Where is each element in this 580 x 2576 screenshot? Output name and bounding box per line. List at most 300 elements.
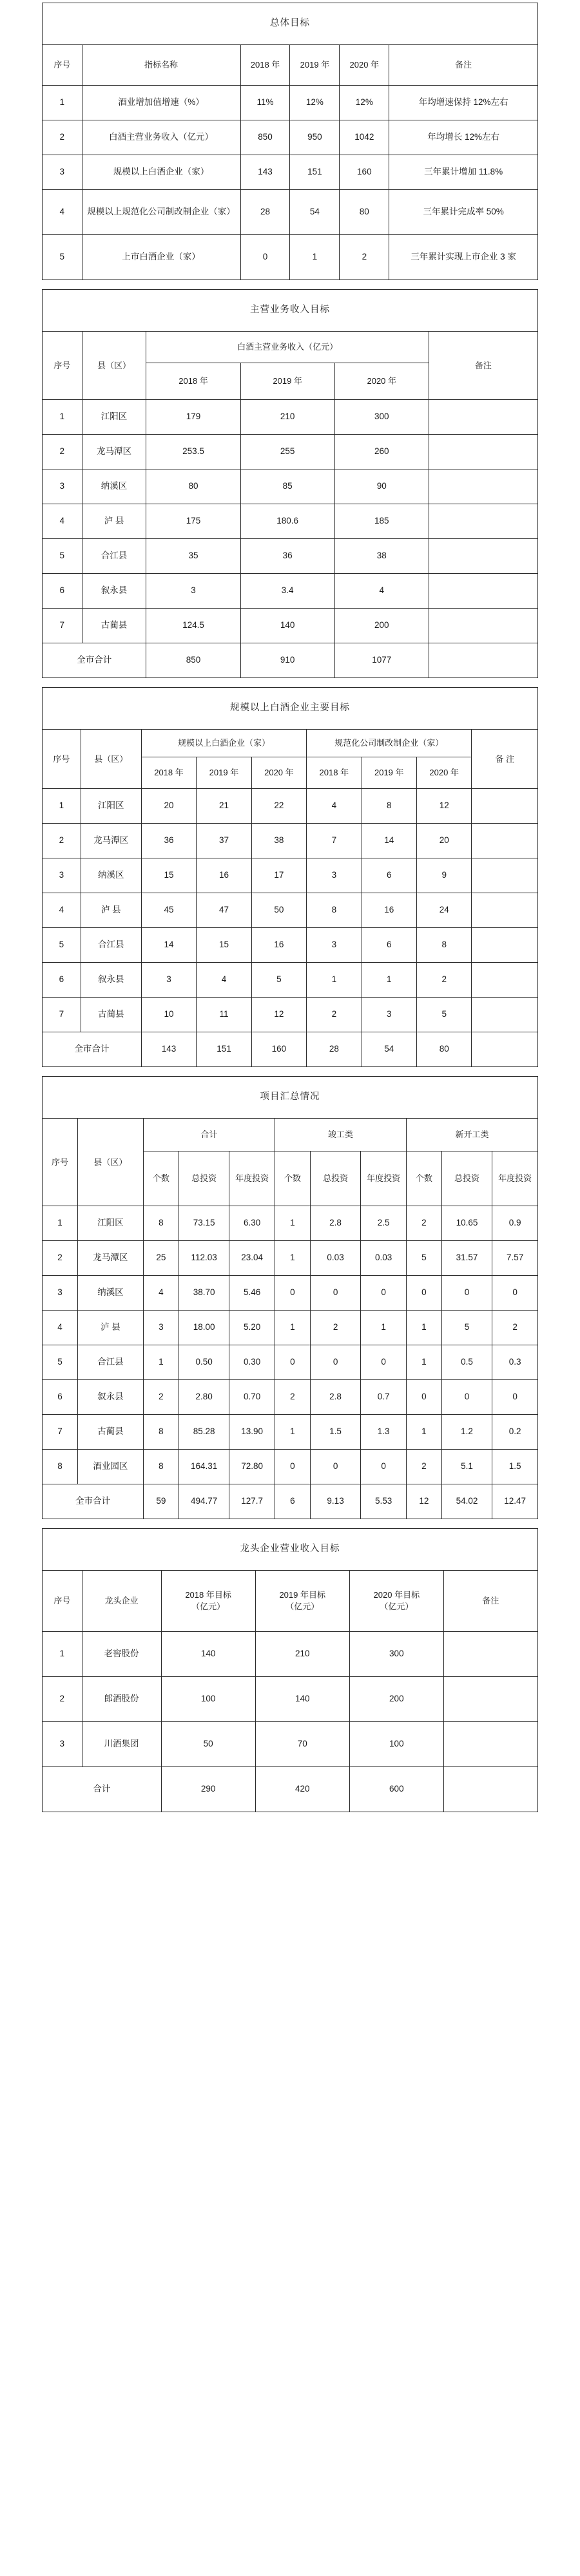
col-header-2020-line1: 2020 年目标: [373, 1590, 420, 1600]
cell-2020: 200: [334, 609, 429, 643]
table-row: [43, 1380, 538, 1415]
cell-county: 合江县: [82, 539, 146, 574]
table-overall-goals-wrapper: [42, 3, 538, 280]
cell-total-investment: 85.28: [179, 1415, 229, 1450]
cell-remark: [472, 963, 538, 998]
cell-scale-2018: 14: [141, 928, 196, 963]
cell-seq: 2: [43, 120, 82, 155]
table-row: [43, 1241, 538, 1276]
table-row: [43, 1345, 538, 1380]
cell-remark: 三年累计实现上市企业 3 家: [389, 235, 538, 280]
cell-2018: 143: [240, 155, 290, 190]
cell-total-investment: 164.31: [179, 1450, 229, 1484]
cell-county: 泸 县: [77, 1311, 143, 1345]
cell-2018: 3: [146, 574, 240, 609]
cell-completed-count: 1: [275, 1311, 310, 1345]
cell-2020: 185: [334, 504, 429, 539]
table-row: [43, 858, 538, 893]
col-header-seq: 序号: [43, 332, 82, 400]
cell-2019: 180.6: [240, 504, 334, 539]
cell-completed-investment: 0: [310, 1345, 360, 1380]
table-row: [43, 1722, 538, 1767]
table-gap: [0, 1067, 580, 1076]
cell-seq: 5: [43, 1345, 78, 1380]
table-row: [43, 539, 538, 574]
table-total-row: [43, 1484, 538, 1519]
cell-2020: 38: [334, 539, 429, 574]
cell-seq: 7: [43, 1415, 78, 1450]
table-project-summary: [42, 1076, 538, 1519]
col-header-county: 县（区）: [82, 332, 146, 400]
cell-county: 纳溪区: [81, 858, 141, 893]
cell-remark: [472, 893, 538, 928]
cell-newstart-annual: 0.2: [492, 1415, 538, 1450]
col-header-2019-line1: 2019 年目标: [279, 1590, 325, 1600]
cell-2020: 2: [340, 235, 389, 280]
table-row: [43, 469, 538, 504]
cell-completed-count: 0: [275, 1345, 310, 1380]
cell-reform-2019: 6: [362, 928, 416, 963]
cell-scale-2018: 20: [141, 789, 196, 824]
cell-total-label: 全市合计: [43, 1032, 142, 1067]
cell-county: 泸 县: [81, 893, 141, 928]
cell-county: 龙马潭区: [77, 1241, 143, 1276]
cell-remark: [429, 504, 537, 539]
cell-total-total-annual: 127.7: [229, 1484, 275, 1519]
cell-2020: 12%: [340, 86, 389, 120]
cell-total-completed-annual: 5.53: [361, 1484, 407, 1519]
cell-county: 龙马潭区: [82, 435, 146, 469]
cell-total-scale-2018: 143: [141, 1032, 196, 1067]
cell-completed-annual: 0.03: [361, 1241, 407, 1276]
cell-newstart-annual: 0: [492, 1380, 538, 1415]
cell-reform-2018: 3: [307, 858, 362, 893]
cell-2020: 1042: [340, 120, 389, 155]
cell-newstart-count: 1: [406, 1311, 441, 1345]
cell-scale-2019: 4: [197, 963, 251, 998]
table-gap: [0, 1519, 580, 1528]
table-row: [43, 1206, 538, 1241]
col-header-scale-2020: 2020 年: [251, 757, 306, 789]
cell-seq: 1: [43, 86, 82, 120]
cell-completed-count: 1: [275, 1206, 310, 1241]
cell-county: 叙永县: [77, 1380, 143, 1415]
col-header-county: 县（区）: [77, 1119, 143, 1206]
cell-county: 酒业园区: [77, 1450, 143, 1484]
cell-2018: 100: [161, 1677, 255, 1722]
cell-seq: 5: [43, 235, 82, 280]
cell-total-2018: 850: [146, 643, 240, 678]
table-row: [43, 963, 538, 998]
table-title: 规模以上白酒企业主要目标: [43, 688, 538, 730]
table-row: [43, 504, 538, 539]
table-row: [43, 998, 538, 1032]
cell-total-2018: 290: [161, 1767, 255, 1812]
cell-reform-2020: 24: [416, 893, 471, 928]
cell-county: 叙永县: [82, 574, 146, 609]
col-header-seq: 序号: [43, 1119, 78, 1206]
table-row: [43, 1415, 538, 1450]
cell-remark: [472, 858, 538, 893]
cell-county: 合江县: [81, 928, 141, 963]
table-row: [43, 609, 538, 643]
cell-county: 古蔺县: [82, 609, 146, 643]
cell-total-newstart-investment: 54.02: [441, 1484, 492, 1519]
cell-total-annual: 5.20: [229, 1311, 275, 1345]
cell-2018: 175: [146, 504, 240, 539]
cell-total-label: 全市合计: [43, 643, 146, 678]
col-header-remark: 备注: [443, 1571, 537, 1632]
cell-county: 古蔺县: [77, 1415, 143, 1450]
cell-reform-2019: 1: [362, 963, 416, 998]
col-header-remark: 备 注: [472, 730, 538, 789]
col-header-2020-line2: （亿元）: [380, 1602, 414, 1611]
cell-total-remark: [472, 1032, 538, 1067]
table-header-row-group: [43, 332, 538, 363]
table-header-row-group: [43, 730, 538, 757]
col-header-enterprise: 龙头企业: [82, 1571, 161, 1632]
cell-newstart-investment: 31.57: [441, 1241, 492, 1276]
cell-scale-2019: 16: [197, 858, 251, 893]
cell-seq: 2: [43, 1241, 78, 1276]
col-header-seq: 序号: [43, 730, 81, 789]
cell-2018: 0: [240, 235, 290, 280]
cell-total-2019: 420: [255, 1767, 349, 1812]
cell-enterprise: 老窖股份: [82, 1632, 161, 1677]
cell-seq: 6: [43, 574, 82, 609]
cell-seq: 3: [43, 469, 82, 504]
col-header-county: 县（区）: [81, 730, 141, 789]
table-title-row: [43, 290, 538, 332]
cell-completed-investment: 0: [310, 1276, 360, 1311]
col-group-header-above-scale: 规模以上白酒企业（家）: [141, 730, 306, 757]
cell-reform-2019: 16: [362, 893, 416, 928]
table-title-row: [43, 1529, 538, 1571]
col-header-scale-2019: 2019 年: [197, 757, 251, 789]
table-row: [43, 235, 538, 280]
table-main-revenue-goals: [42, 289, 538, 678]
cell-indicator: 白酒主营业务收入（亿元）: [82, 120, 240, 155]
cell-seq: 6: [43, 963, 81, 998]
cell-scale-2020: 16: [251, 928, 306, 963]
table-row: [43, 435, 538, 469]
cell-2019: 210: [255, 1632, 349, 1677]
cell-total-count: 8: [143, 1415, 179, 1450]
col-header-seq: 序号: [43, 45, 82, 86]
cell-2019: 54: [290, 190, 340, 235]
cell-remark: 三年累计增加 11.8%: [389, 155, 538, 190]
cell-completed-investment: 2: [310, 1311, 360, 1345]
cell-2018: 179: [146, 400, 240, 435]
cell-county: 江阳区: [81, 789, 141, 824]
table-project-summary-wrapper: [42, 1076, 538, 1519]
cell-total-reform-2019: 54: [362, 1032, 416, 1067]
col-header-2018-line2: （亿元）: [191, 1602, 226, 1611]
table-title-row: [43, 3, 538, 45]
cell-county: 泸 县: [82, 504, 146, 539]
cell-reform-2018: 1: [307, 963, 362, 998]
cell-remark: [429, 469, 537, 504]
cell-reform-2020: 9: [416, 858, 471, 893]
cell-completed-annual: 0: [361, 1345, 407, 1380]
cell-2020: 80: [340, 190, 389, 235]
cell-completed-count: 2: [275, 1380, 310, 1415]
col-header-total-investment: 总投资: [179, 1151, 229, 1206]
table-row: [43, 1276, 538, 1311]
cell-completed-annual: 1: [361, 1311, 407, 1345]
table-row: [43, 86, 538, 120]
cell-newstart-investment: 0: [441, 1380, 492, 1415]
cell-reform-2020: 5: [416, 998, 471, 1032]
cell-remark: [443, 1677, 537, 1722]
cell-newstart-count: 5: [406, 1241, 441, 1276]
cell-total-annual: 6.30: [229, 1206, 275, 1241]
cell-remark: [429, 539, 537, 574]
cell-2018: 80: [146, 469, 240, 504]
cell-completed-investment: 0.03: [310, 1241, 360, 1276]
cell-reform-2018: 8: [307, 893, 362, 928]
col-header-total-count: 个数: [143, 1151, 179, 1206]
cell-2019: 12%: [290, 86, 340, 120]
cell-county: 叙永县: [81, 963, 141, 998]
cell-2018: 35: [146, 539, 240, 574]
cell-total-label: 全市合计: [43, 1484, 144, 1519]
cell-total-scale-2020: 160: [251, 1032, 306, 1067]
cell-reform-2018: 3: [307, 928, 362, 963]
table-row: [43, 574, 538, 609]
cell-seq: 1: [43, 400, 82, 435]
cell-total-remark: [443, 1767, 537, 1812]
table-row: [43, 789, 538, 824]
cell-2018: 11%: [240, 86, 290, 120]
table-leading-enterprise-wrapper: [42, 1528, 538, 1812]
cell-total-reform-2020: 80: [416, 1032, 471, 1067]
col-group-header-reformed: 规范化公司制改制企业（家）: [307, 730, 472, 757]
cell-newstart-count: 1: [406, 1415, 441, 1450]
cell-completed-annual: 0: [361, 1450, 407, 1484]
cell-total-count: 2: [143, 1380, 179, 1415]
cell-2018: 850: [240, 120, 290, 155]
cell-remark: [429, 609, 537, 643]
table-total-row: [43, 1032, 538, 1067]
col-header-2020-target: [349, 1571, 443, 1632]
cell-2019: 255: [240, 435, 334, 469]
cell-completed-count: 1: [275, 1415, 310, 1450]
cell-scale-2020: 50: [251, 893, 306, 928]
col-group-header-revenue: 白酒主营业务收入（亿元）: [146, 332, 429, 363]
cell-total-remark: [429, 643, 537, 678]
cell-remark: [472, 789, 538, 824]
cell-county: 合江县: [77, 1345, 143, 1380]
cell-scale-2018: 36: [141, 824, 196, 858]
cell-total-2020: 1077: [334, 643, 429, 678]
cell-scale-2020: 22: [251, 789, 306, 824]
col-group-header-completed: 竣工类: [275, 1119, 406, 1151]
cell-county: 纳溪区: [77, 1276, 143, 1311]
table-total-row: [43, 1767, 538, 1812]
cell-reform-2020: 12: [416, 789, 471, 824]
cell-seq: 4: [43, 1311, 78, 1345]
cell-seq: 7: [43, 609, 82, 643]
cell-total-count: 8: [143, 1450, 179, 1484]
cell-total-reform-2018: 28: [307, 1032, 362, 1067]
cell-seq: 8: [43, 1450, 78, 1484]
table-title: 总体目标: [43, 3, 538, 45]
cell-scale-2019: 21: [197, 789, 251, 824]
cell-scale-2020: 38: [251, 824, 306, 858]
cell-2020: 200: [349, 1677, 443, 1722]
cell-newstart-count: 0: [406, 1276, 441, 1311]
cell-2019: 70: [255, 1722, 349, 1767]
col-header-2019: 2019 年: [290, 45, 340, 86]
cell-total-count: 1: [143, 1345, 179, 1380]
cell-newstart-annual: 2: [492, 1311, 538, 1345]
cell-newstart-annual: 7.57: [492, 1241, 538, 1276]
cell-total-count: 25: [143, 1241, 179, 1276]
cell-completed-investment: 2.8: [310, 1206, 360, 1241]
col-header-reform-2020: 2020 年: [416, 757, 471, 789]
col-header-2020: 2020 年: [340, 45, 389, 86]
table-gap: [0, 678, 580, 687]
cell-newstart-annual: 0.9: [492, 1206, 538, 1241]
cell-total-count: 4: [143, 1276, 179, 1311]
col-header-2018: 2018 年: [146, 363, 240, 400]
cell-completed-annual: 2.5: [361, 1206, 407, 1241]
cell-remark: [472, 824, 538, 858]
cell-total-annual: 0.30: [229, 1345, 275, 1380]
cell-scale-2019: 47: [197, 893, 251, 928]
cell-remark: 年均增长 12%左右: [389, 120, 538, 155]
cell-newstart-investment: 5: [441, 1311, 492, 1345]
cell-newstart-investment: 10.65: [441, 1206, 492, 1241]
cell-seq: 1: [43, 1206, 78, 1241]
cell-total-total-investment: 494.77: [179, 1484, 229, 1519]
cell-remark: [429, 400, 537, 435]
cell-total-newstart-count: 12: [406, 1484, 441, 1519]
table-above-scale-wrapper: [42, 687, 538, 1067]
cell-scale-2019: 11: [197, 998, 251, 1032]
col-header-completed-investment: 总投资: [310, 1151, 360, 1206]
cell-county: 龙马潭区: [81, 824, 141, 858]
table-row: [43, 928, 538, 963]
table-overall-goals: [42, 3, 538, 280]
table-title-row: [43, 688, 538, 730]
table-leading-enterprise-goals: [42, 1528, 538, 1812]
cell-completed-investment: 0: [310, 1450, 360, 1484]
col-header-newstart-investment: 总投资: [441, 1151, 492, 1206]
cell-total-2019: 910: [240, 643, 334, 678]
cell-reform-2018: 7: [307, 824, 362, 858]
cell-newstart-annual: 1.5: [492, 1450, 538, 1484]
cell-2019: 210: [240, 400, 334, 435]
cell-newstart-count: 2: [406, 1450, 441, 1484]
cell-seq: 1: [43, 789, 81, 824]
col-header-newstart-annual: 年度投资: [492, 1151, 538, 1206]
cell-seq: 5: [43, 928, 81, 963]
cell-total-count: 8: [143, 1206, 179, 1241]
cell-reform-2018: 4: [307, 789, 362, 824]
cell-county: 古蔺县: [81, 998, 141, 1032]
col-header-2018-target: [161, 1571, 255, 1632]
cell-2020: 260: [334, 435, 429, 469]
cell-total-annual: 23.04: [229, 1241, 275, 1276]
table-total-row: [43, 643, 538, 678]
cell-remark: [472, 928, 538, 963]
cell-reform-2020: 2: [416, 963, 471, 998]
cell-enterprise: 川酒集团: [82, 1722, 161, 1767]
cell-completed-investment: 1.5: [310, 1415, 360, 1450]
cell-total-completed-investment: 9.13: [310, 1484, 360, 1519]
cell-scale-2020: 5: [251, 963, 306, 998]
cell-remark: [472, 998, 538, 1032]
cell-indicator: 规模以上白酒企业（家）: [82, 155, 240, 190]
cell-remark: 三年累计完成率 50%: [389, 190, 538, 235]
cell-2018: 253.5: [146, 435, 240, 469]
col-header-2018-line1: 2018 年目标: [185, 1590, 231, 1600]
col-header-completed-count: 个数: [275, 1151, 310, 1206]
cell-2018: 140: [161, 1632, 255, 1677]
cell-newstart-count: 1: [406, 1345, 441, 1380]
col-header-2019-line2: （亿元）: [285, 1602, 320, 1611]
cell-scale-2018: 10: [141, 998, 196, 1032]
cell-reform-2020: 20: [416, 824, 471, 858]
cell-newstart-annual: 0.3: [492, 1345, 538, 1380]
cell-completed-count: 0: [275, 1450, 310, 1484]
cell-total-annual: 0.70: [229, 1380, 275, 1415]
cell-2018: 50: [161, 1722, 255, 1767]
cell-2018: 28: [240, 190, 290, 235]
cell-total-count: 3: [143, 1311, 179, 1345]
cell-reform-2018: 2: [307, 998, 362, 1032]
cell-2019: 3.4: [240, 574, 334, 609]
cell-seq: 3: [43, 1276, 78, 1311]
table-row: [43, 824, 538, 858]
cell-seq: 4: [43, 190, 82, 235]
table-row: [43, 1450, 538, 1484]
cell-completed-count: 0: [275, 1276, 310, 1311]
cell-seq: 1: [43, 1632, 82, 1677]
cell-completed-count: 1: [275, 1241, 310, 1276]
table-row: [43, 120, 538, 155]
table-header-row: [43, 1571, 538, 1632]
cell-remark: [443, 1632, 537, 1677]
cell-seq: 3: [43, 155, 82, 190]
cell-reform-2020: 8: [416, 928, 471, 963]
cell-newstart-count: 2: [406, 1206, 441, 1241]
cell-total-annual: 5.46: [229, 1276, 275, 1311]
cell-reform-2019: 8: [362, 789, 416, 824]
cell-completed-annual: 0: [361, 1276, 407, 1311]
cell-2020: 90: [334, 469, 429, 504]
cell-2019: 140: [255, 1677, 349, 1722]
cell-seq: 3: [43, 858, 81, 893]
col-header-reform-2018: 2018 年: [307, 757, 362, 789]
cell-2020: 100: [349, 1722, 443, 1767]
cell-2020: 300: [349, 1632, 443, 1677]
col-header-total-annual: 年度投资: [229, 1151, 275, 1206]
cell-2020: 300: [334, 400, 429, 435]
cell-total-investment: 0.50: [179, 1345, 229, 1380]
col-header-remark: 备注: [389, 45, 538, 86]
table-title: 项目汇总情况: [43, 1077, 538, 1119]
cell-scale-2018: 3: [141, 963, 196, 998]
cell-2019: 36: [240, 539, 334, 574]
cell-2019: 140: [240, 609, 334, 643]
table-row: [43, 190, 538, 235]
cell-indicator: 酒业增加值增速（%）: [82, 86, 240, 120]
table-row: [43, 1677, 538, 1722]
cell-completed-investment: 2.8: [310, 1380, 360, 1415]
